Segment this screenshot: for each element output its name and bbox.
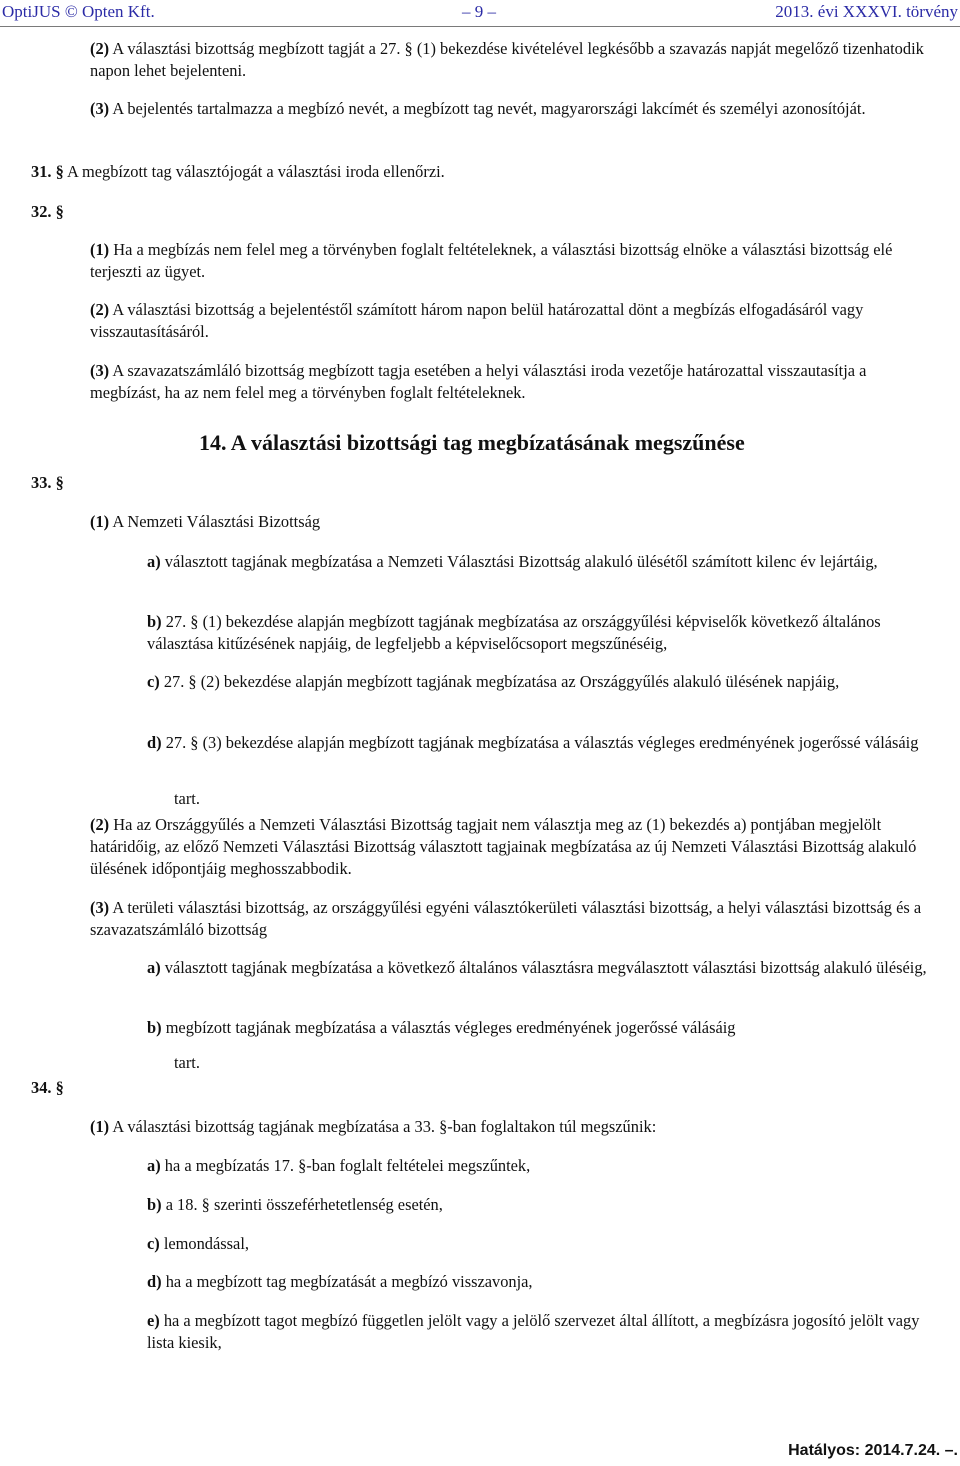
paragraph-text: A bejelentés tartalmazza a megbízó nevét, a megbízott tag nevét, magyarországi lakcímét és személyi azonosítóját. xyxy=(112,99,866,118)
item-label: b) xyxy=(147,612,162,631)
item-text: 27. § (2) bekezdése alapján megbízott tagjának megbízatása az Országgyűlés alakuló ülésének napjáig, xyxy=(163,672,840,691)
paragraph-text: A területi választási bizottság, az országgyűlési egyéni választókerületi választási bizottság, a helyi választási bizottság és a szavazatszámláló bizottság xyxy=(90,898,922,939)
item-text: ha a megbízott tag megbízatását a megbízó visszavonja, xyxy=(165,1272,533,1291)
page-number: – 9 – xyxy=(462,2,496,21)
item-text: 27. § (1) bekezdése alapján megbízott tagjának megbízatása az országgyűlési képviselők következő általános választása kitűzésének napjáig, de legfeljebb a képviselőcsoport megszűnéséig, xyxy=(147,612,881,653)
header-divider xyxy=(0,26,960,27)
s32-paragraph-3 xyxy=(90,360,940,404)
s34-item-b xyxy=(147,1194,940,1216)
s33-tart-2: tart. xyxy=(174,1053,200,1072)
item-label: b) xyxy=(147,1195,162,1214)
s33-3-item-b xyxy=(147,1017,940,1039)
s34-item-a xyxy=(147,1155,940,1177)
s30-paragraph-2 xyxy=(90,38,940,82)
paragraph-number: (3) xyxy=(90,99,110,118)
s31-section xyxy=(31,161,931,183)
s32-paragraph-2 xyxy=(90,299,940,343)
paragraph-number: (3) xyxy=(90,361,110,380)
s34-item-d xyxy=(147,1271,940,1293)
item-label: a) xyxy=(147,958,161,977)
paragraph-text: A választási bizottság a bejelentéstől számított három napon belül határozattal dönt a megbízás elfogadásáról vagy visszautasításáról. xyxy=(90,300,864,341)
item-label: a) xyxy=(147,1156,161,1175)
paragraph-number: (2) xyxy=(90,815,110,834)
s33-3-item-a xyxy=(147,957,940,979)
s33-paragraph-3 xyxy=(90,897,940,941)
item-label: a) xyxy=(147,552,161,571)
item-label: d) xyxy=(147,1272,162,1291)
item-text: választott tagjának megbízatása a Nemzeti Választási Bizottság alakuló ülésétől számított kilenc év lejártáig, xyxy=(164,552,878,571)
header-source: OptiJUS © Opten Kft. xyxy=(2,2,155,21)
s33-paragraph-1 xyxy=(90,511,940,533)
item-label: d) xyxy=(147,733,162,752)
item-text: 27. § (3) bekezdése alapján megbízott tagjának megbízatása a választás végleges eredményének jogerőssé válásáig xyxy=(165,733,919,752)
paragraph-text: Ha a megbízás nem felel meg a törvényben foglalt feltételeknek, a választási bizottság elnöke a választási bizottság elé terjeszti az ügyet. xyxy=(90,240,893,281)
s34-paragraph-1 xyxy=(90,1116,940,1138)
item-text: ha a megbízott tagot megbízó független jelölt vagy a jelölő szervezet által állított, a megbízásra jogosító jelölt vagy lista kiesik, xyxy=(147,1311,920,1352)
paragraph-number: (3) xyxy=(90,898,110,917)
s33-paragraph-2 xyxy=(90,814,945,880)
item-label: b) xyxy=(147,1018,162,1037)
paragraph-text: A Nemzeti Választási Bizottság xyxy=(112,512,321,531)
item-label: e) xyxy=(147,1311,160,1330)
s33-item-c xyxy=(147,671,940,693)
item-text: választott tagjának megbízatása a következő általános választásra megválasztott választási bizottság alakuló üléséig, xyxy=(164,958,927,977)
header-law-title: 2013. évi XXXVI. törvény xyxy=(775,2,958,21)
item-text: a 18. § szerinti összeférhetetlenség esetén, xyxy=(165,1195,443,1214)
s33-section-number: 33. § xyxy=(31,473,64,492)
paragraph-text: A szavazatszámláló bizottság megbízott tagja esetében a helyi választási iroda vezetője határozattal visszautasítja a megbízást, ha az nem felel meg a törvényben foglalt feltételeknek. xyxy=(90,361,867,402)
item-label: c) xyxy=(147,1234,160,1253)
paragraph-number: (1) xyxy=(90,512,110,531)
s33-tart: tart. xyxy=(174,789,200,808)
section-number: 31. § xyxy=(31,162,64,181)
item-text: lemondással, xyxy=(163,1234,249,1253)
paragraph-text: Ha az Országgyűlés a Nemzeti Választási Bizottság tagjait nem választja meg az (1) bekezdés a) pontjában megjelölt határidőig, az előző Nemzeti Választási Bizottság választott tagjainak megbízatása az új Nemzeti Választási Bizottság alakuló ülésének időpontjáig meghosszabbodik. xyxy=(90,815,917,878)
paragraph-text: A választási bizottság tagjának megbízatása a 33. §-ban foglaltakon túl megszűnik: xyxy=(112,1117,657,1136)
paragraph-number: (2) xyxy=(90,39,110,58)
s33-item-d xyxy=(147,732,940,754)
subtitle-heading: 14. A választási bizottsági tag megbízatásának megszűnése xyxy=(199,430,745,455)
paragraph-number: (1) xyxy=(90,240,110,259)
s34-section-number: 34. § xyxy=(31,1078,64,1097)
item-text: megbízott tagjának megbízatása a választás végleges eredményének jogerőssé válásáig xyxy=(165,1018,736,1037)
item-text: ha a megbízatás 17. §-ban foglalt feltételei megszűntek, xyxy=(164,1156,531,1175)
item-label: c) xyxy=(147,672,160,691)
paragraph-number: (1) xyxy=(90,1117,110,1136)
paragraph-text: A választási bizottság megbízott tagját a 27. § (1) bekezdése kivételével legkésőbb a szavazás napját megelőző tizenhatodik napon lehet bejelenteni. xyxy=(90,39,924,80)
s30-paragraph-3 xyxy=(90,98,940,120)
section-text: A megbízott tag választójogát a választási iroda ellenőrzi. xyxy=(66,162,445,181)
effective-date: Hatályos: 2014.7.24. –. xyxy=(788,1442,958,1459)
s32-section-number: 32. § xyxy=(31,202,64,221)
paragraph-number: (2) xyxy=(90,300,110,319)
s32-paragraph-1 xyxy=(90,239,940,283)
s34-item-e xyxy=(147,1310,927,1354)
s33-item-a xyxy=(147,551,940,573)
s33-item-b xyxy=(147,611,940,655)
s34-item-c xyxy=(147,1233,940,1255)
